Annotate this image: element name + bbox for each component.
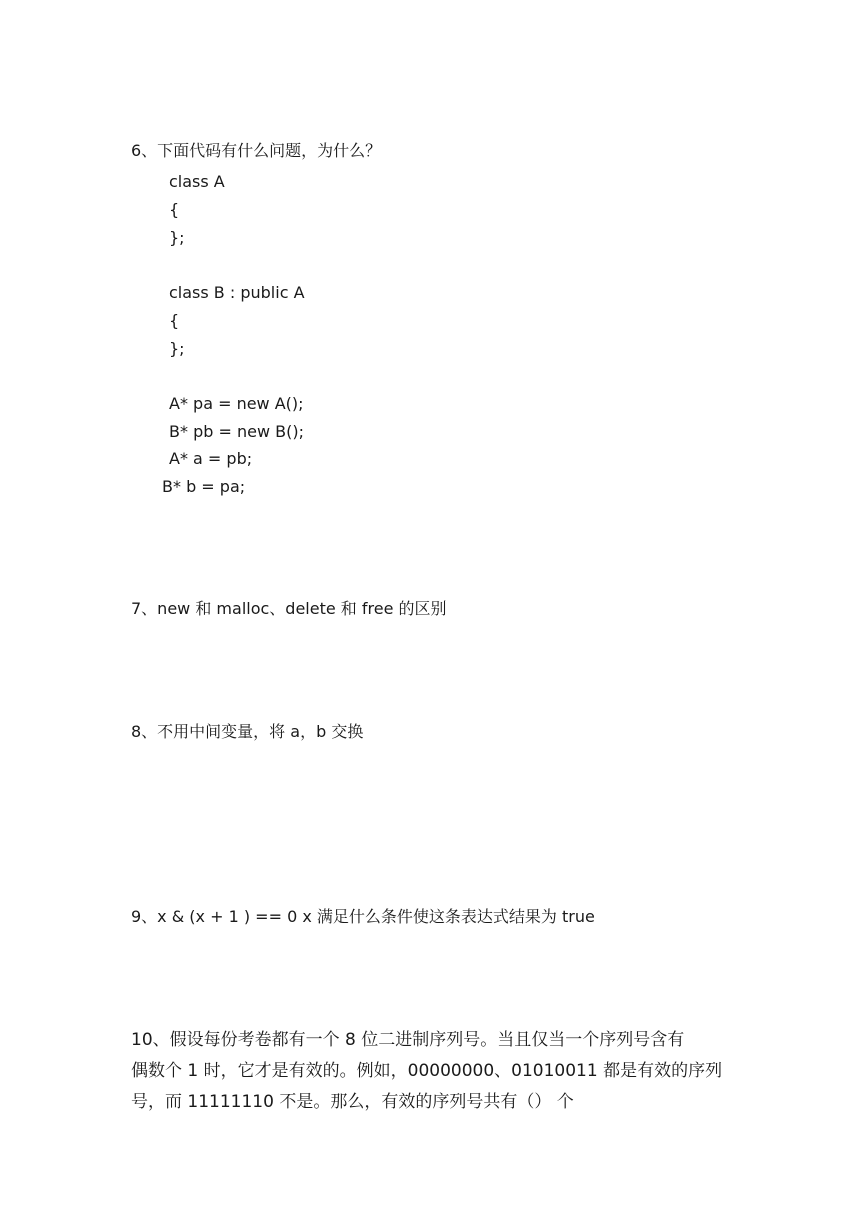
code-line: class B : public A xyxy=(169,283,305,302)
question-10-line: 号，而 11111110 不是。那么，有效的序列号共有（） 个 xyxy=(131,1092,574,1112)
question-7-title: 7、new 和 malloc、delete 和 free 的区别 xyxy=(131,599,447,618)
code-line: }; xyxy=(169,228,185,247)
code-line: }; xyxy=(169,339,185,358)
question-10-line: 10、假设每份考卷都有一个 8 位二进制序列号。当且仅当一个序列号含有 xyxy=(131,1030,685,1050)
code-line: { xyxy=(169,200,180,219)
question-10-line: 偶数个 1 时，它才是有效的。例如，00000000、01010011 都是有效的序列 xyxy=(131,1061,723,1081)
question-8-title: 8、不用中间变量，将 a，b 交换 xyxy=(131,722,364,741)
code-line: B* b = pa; xyxy=(162,477,246,496)
code-line: class A xyxy=(169,172,225,191)
question-6-title: 6、下面代码有什么问题，为什么？ xyxy=(131,141,382,160)
question-10-paragraph xyxy=(131,1025,741,1118)
question-9-title: 9、x & (x + 1 ) == 0 x 满足什么条件使这条表达式结果为 true xyxy=(131,907,595,926)
code-line: B* pb = new B(); xyxy=(169,422,304,441)
code-line: A* pa = new A(); xyxy=(169,394,304,413)
code-line: { xyxy=(169,311,180,330)
code-line: A* a = pb; xyxy=(169,449,253,468)
